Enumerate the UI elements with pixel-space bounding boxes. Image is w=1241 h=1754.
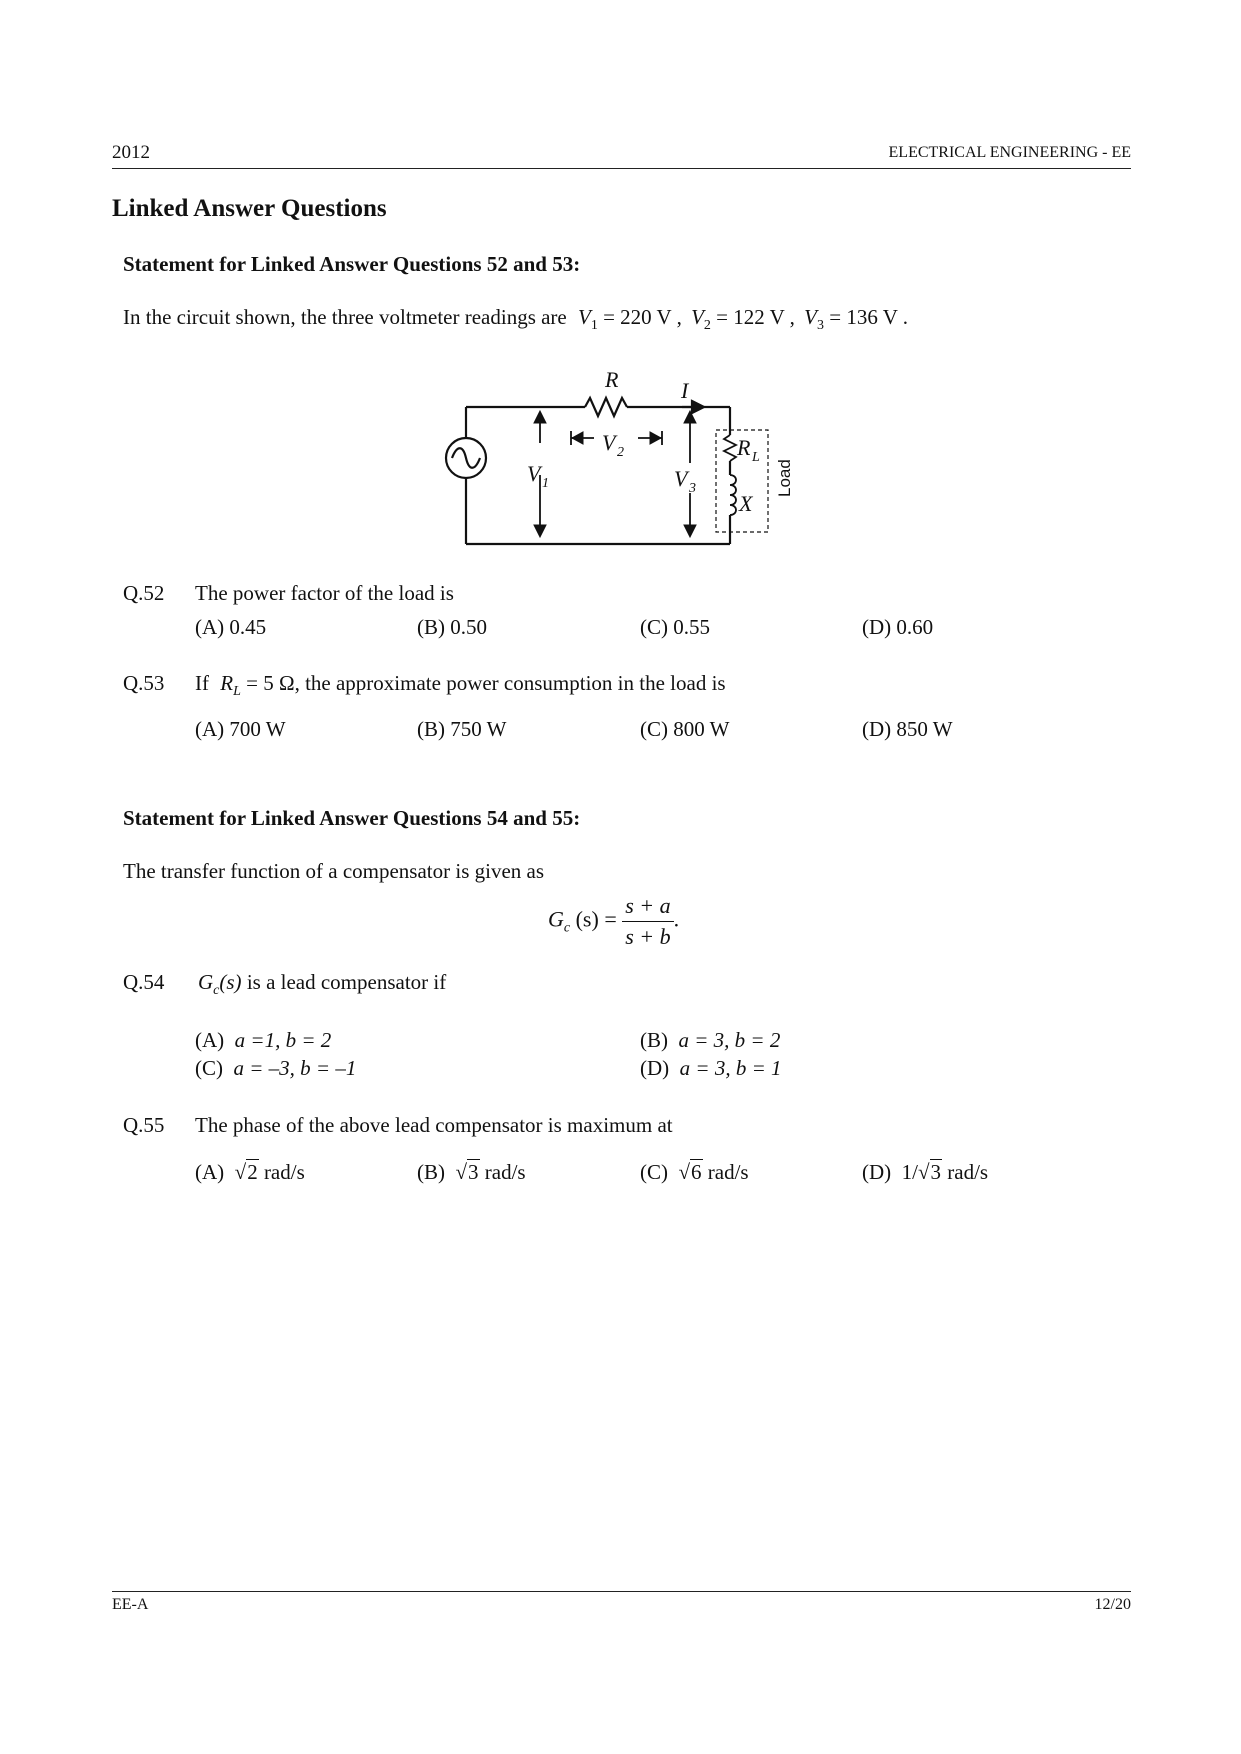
v2-arrow-right-icon <box>650 432 661 444</box>
footer-left: EE-A <box>112 1596 149 1613</box>
q52-option-d[interactable]: (D) 0.60 <box>862 615 934 639</box>
statement1-text: In the circuit shown, the three voltmeter readings are $V_1 = 220$ V , $V_2 = 122$ V , $V_3 = 136$ V . <box>123 305 908 333</box>
statement1-v3: = 136 V . <box>829 305 908 329</box>
q55-option-c[interactable]: (C) √6 rad/s <box>640 1160 749 1184</box>
header-rule <box>112 168 1131 169</box>
label-r: R <box>605 367 619 392</box>
q53-option-d[interactable]: (D) 850 W <box>862 717 953 741</box>
footer-page-number: 12/20 <box>1094 1596 1131 1613</box>
q55-option-d[interactable]: (D) 1/√3 rad/s <box>862 1160 989 1184</box>
current-arrow-icon <box>692 401 704 413</box>
q54-option-d[interactable]: (D) a = 3, b = 1 <box>640 1056 782 1080</box>
statement1-title: Statement for Linked Answer Questions 52 and 53: <box>123 252 581 276</box>
sqrt-icon: √ <box>918 1160 930 1184</box>
q54-option-b[interactable]: (B) a = 3, b = 2 <box>640 1028 781 1052</box>
footer-rule <box>112 1591 1131 1592</box>
v1-arrow-down-icon <box>534 525 546 537</box>
sqrt-icon: √ <box>234 1160 247 1184</box>
q54-text: $G_c(s)$ is a lead compensator if <box>198 970 447 998</box>
q53-option-c[interactable]: (C) 800 W <box>640 717 730 741</box>
statement1-v2: = 122 V , <box>716 305 795 329</box>
ac-sine-icon <box>452 448 480 468</box>
label-rl: R <box>737 435 751 460</box>
resistor-r-icon <box>585 398 627 416</box>
header-subject: ELECTRICAL ENGINEERING - EE <box>888 144 1131 161</box>
q52-option-b[interactable]: (B) 0.50 <box>417 615 487 639</box>
circuit-diagram <box>430 365 810 550</box>
label-v3-sub: 3 <box>689 481 696 496</box>
label-v1: V <box>527 461 541 486</box>
q52-option-c[interactable]: (C) 0.55 <box>640 615 710 639</box>
label-load: Load <box>775 459 794 497</box>
q55-option-a[interactable]: (A) √2 rad/s <box>195 1160 305 1184</box>
q54-option-c[interactable]: (C) a = –3, b = –1 <box>195 1056 357 1080</box>
q52-number: Q.52 <box>123 581 165 605</box>
q53-option-b[interactable]: (B) 750 W <box>417 717 507 741</box>
label-v2: V <box>602 430 616 455</box>
transfer-function-formula: $G_c$ (s) = $\frac{s + a}{s + b}$ . <box>548 893 680 949</box>
header-year: 2012 <box>112 142 150 163</box>
statement2-title: Statement for Linked Answer Questions 54 and 55: <box>123 806 581 830</box>
q52-text: The power factor of the load is <box>195 581 454 605</box>
label-i: I <box>681 378 689 403</box>
q53-option-a[interactable]: (A) 700 W <box>195 717 286 741</box>
v3-arrow-down-icon <box>684 525 696 537</box>
section-title: Linked Answer Questions <box>112 195 387 222</box>
q54-number: Q.54 <box>123 970 165 994</box>
load-inductor-icon <box>730 475 736 515</box>
sqrt-icon: √ <box>678 1160 691 1184</box>
q54-option-a[interactable]: (A) a =1, b = 2 <box>195 1028 332 1052</box>
v1-arrow-up-icon <box>534 411 546 423</box>
q55-option-b[interactable]: (B) √3 rad/s <box>417 1160 526 1184</box>
q52-option-a[interactable]: (A) 0.45 <box>195 615 267 639</box>
label-v2-sub: 2 <box>617 445 624 460</box>
v2-arrow-left-icon <box>572 432 583 444</box>
q55-number: Q.55 <box>123 1113 165 1137</box>
label-rl-sub: L <box>752 450 760 465</box>
label-x: X <box>739 491 753 516</box>
q53-text: If $R_L = 5$ Ω, the approximate power consumption in the load is <box>195 671 726 699</box>
q55-text: The phase of the above lead compensator is maximum at <box>195 1113 673 1137</box>
statement1-intro: In the circuit shown, the three voltmeter readings are <box>123 305 567 329</box>
q53-number: Q.53 <box>123 671 165 695</box>
statement1-v1: = 220 V , <box>603 305 682 329</box>
label-v3: V <box>674 466 688 491</box>
load-resistor-icon <box>724 435 736 461</box>
label-v1-sub: 1 <box>542 476 549 491</box>
sqrt-icon: √ <box>455 1160 468 1184</box>
formula-fraction: $\frac{s + a}{s + b}$ <box>622 893 673 950</box>
statement2-text: The transfer function of a compensator is given as <box>123 859 545 883</box>
